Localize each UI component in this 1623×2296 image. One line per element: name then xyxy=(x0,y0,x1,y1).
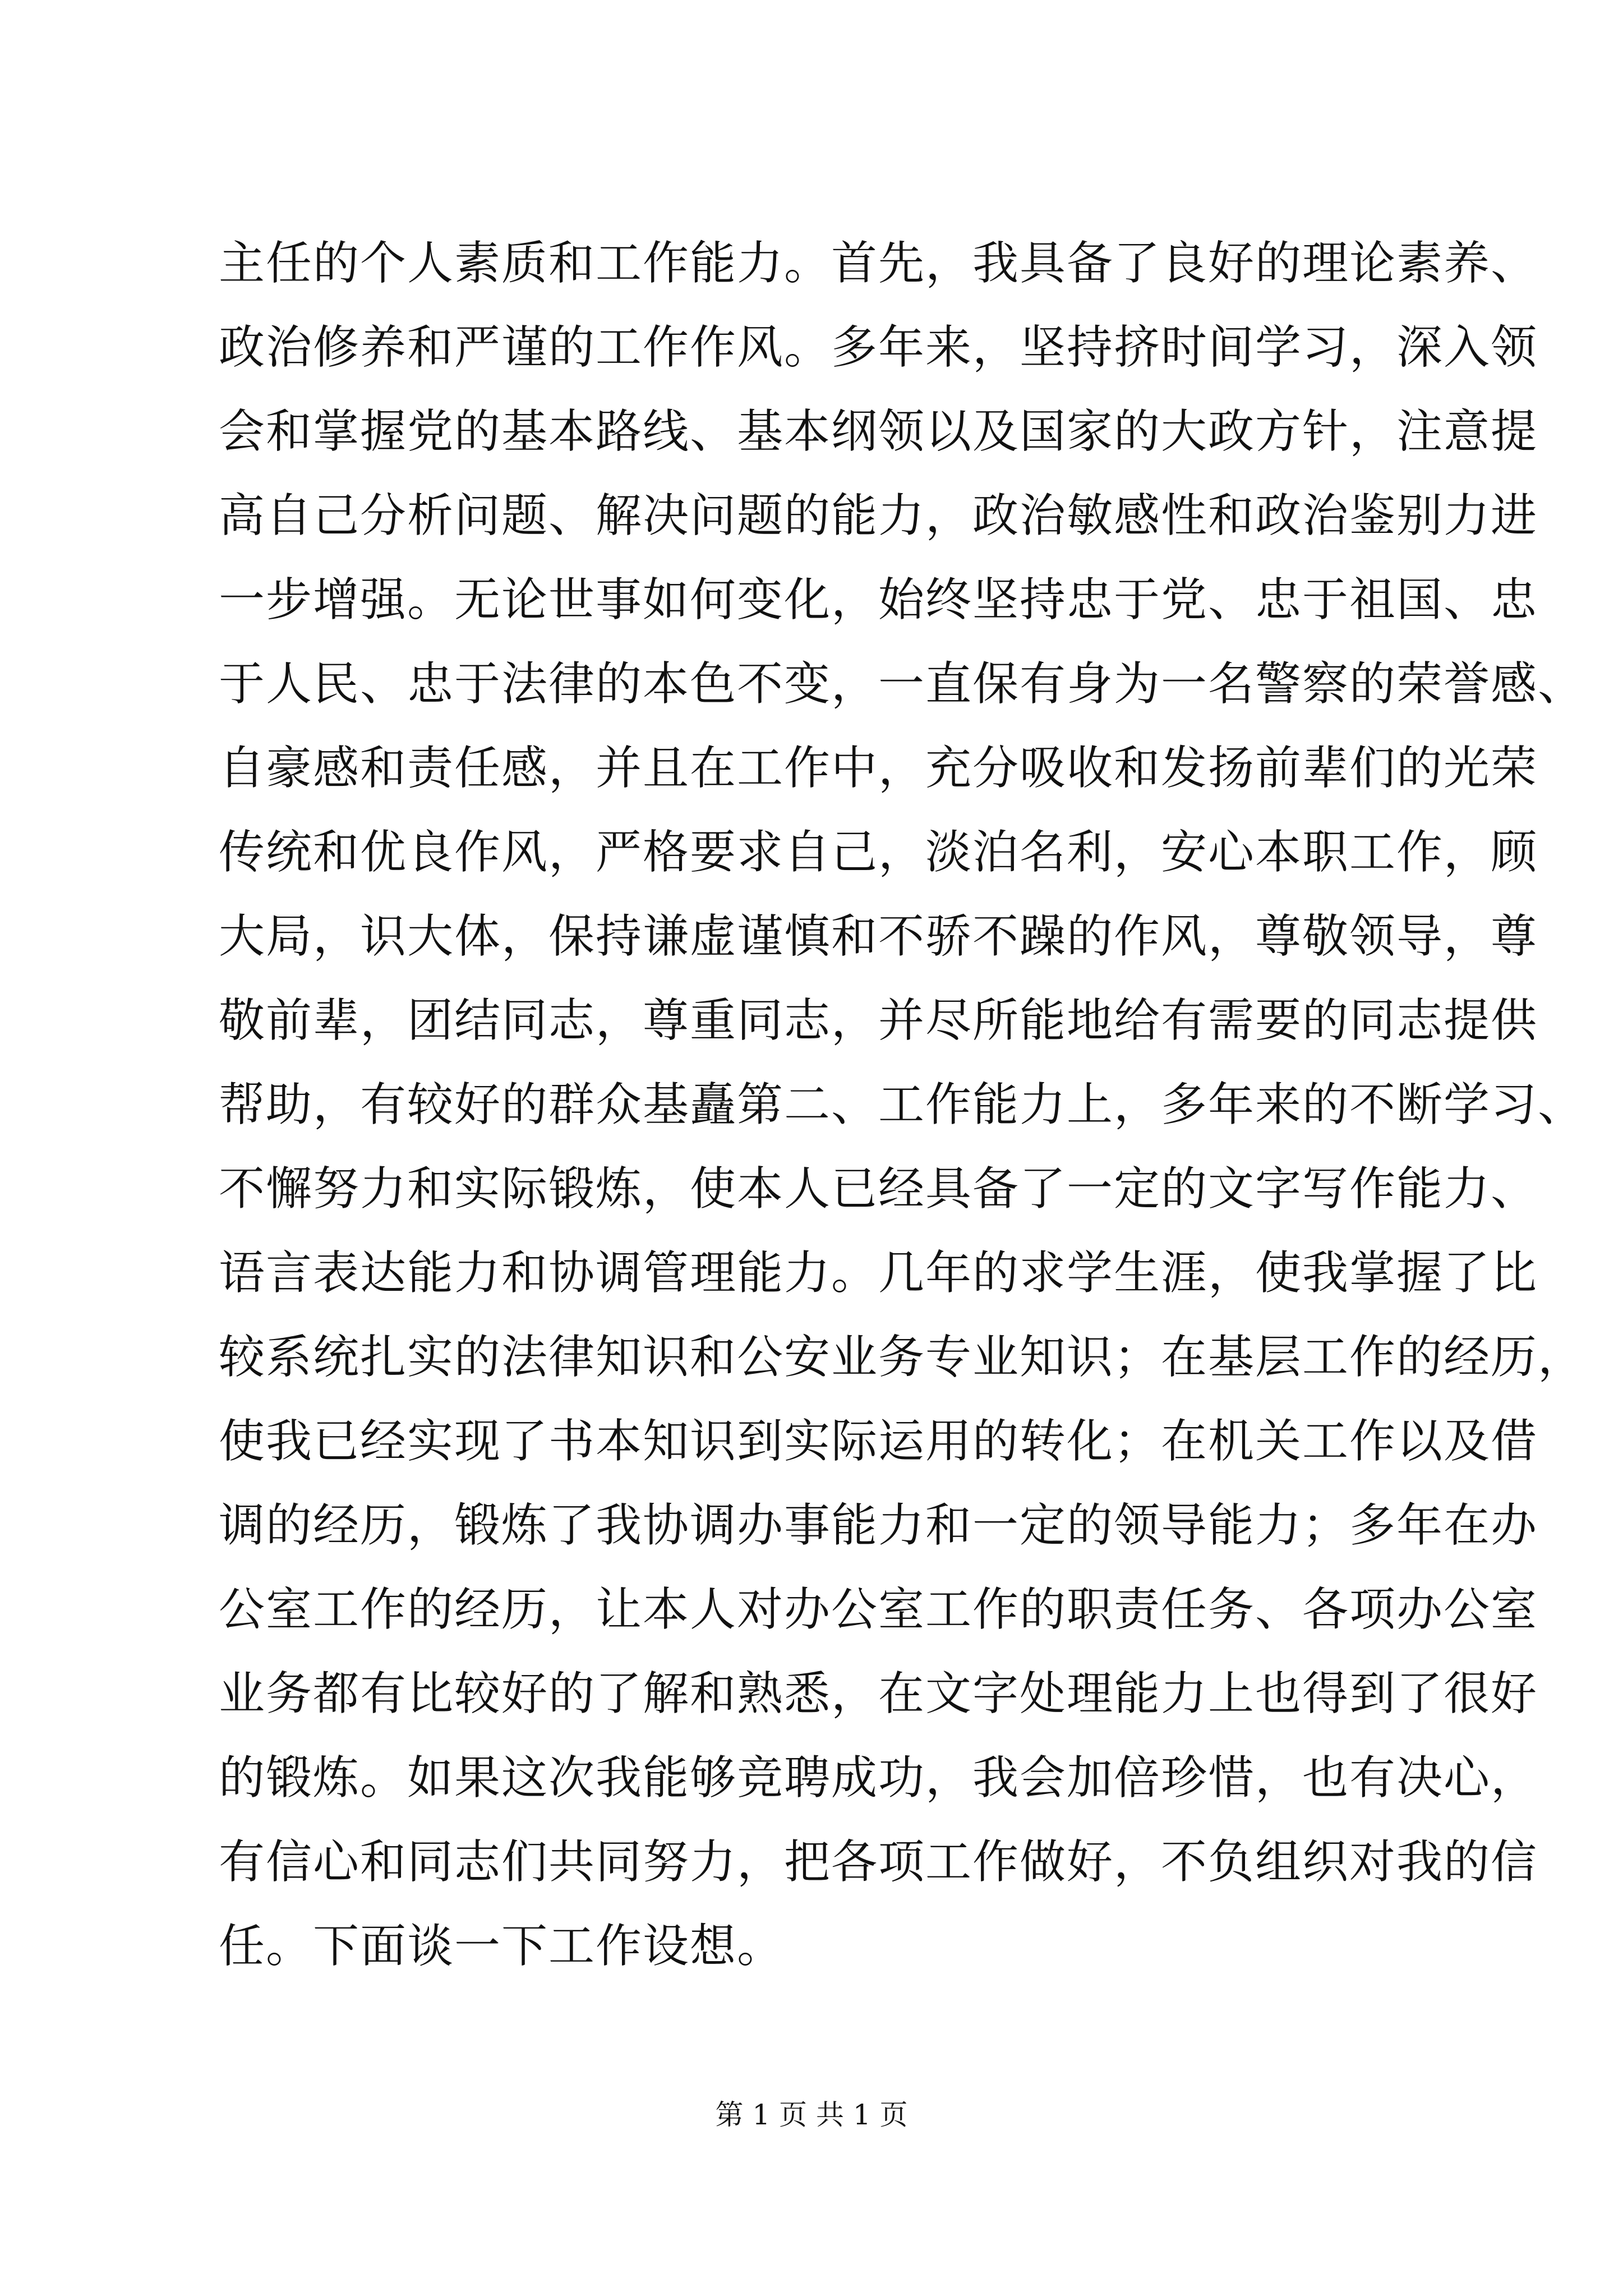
text-line-7: 自豪感和责任感，并且在工作中，充分吸收和发扬前辈们的光荣 xyxy=(219,742,1538,795)
text-line-17: 公室工作的经历，让本人对办公室工作的职责任务、各项办公室 xyxy=(219,1583,1538,1636)
text-line-10: 敬前辈，团结同志，尊重同志，并尽所能地给有需要的同志提供 xyxy=(219,994,1538,1047)
text-line-12: 不懈努力和实际锻炼，使本人已经具备了一定的文字写作能力、 xyxy=(219,1162,1538,1216)
body-text xyxy=(219,222,1585,1989)
text-line-14: 较系统扎实的法律知识和公安业务专业知识；在基层工作的经历， xyxy=(219,1331,1585,1384)
text-line-2: 政治修养和严谨的工作作风。多年来，坚持挤时间学习，深入领 xyxy=(219,321,1538,374)
text-line-20: 有信心和同志们共同努力，把各项工作做好，不负组织对我的信 xyxy=(219,1835,1538,1889)
text-line-19: 的锻炼。如果这次我能够竞聘成功，我会加倍珍惜，也有决心， xyxy=(219,1751,1538,1805)
text-line-21: 任。下面谈一下工作设想。 xyxy=(219,1920,785,1973)
text-line-18: 业务都有比较好的了解和熟悉，在文字处理能力上也得到了很好 xyxy=(219,1667,1538,1720)
text-line-6: 于人民、忠于法律的本色不变，一直保有身为一名警察的荣誉感、 xyxy=(219,657,1585,711)
text-line-3: 会和掌握党的基本路线、基本纲领以及国家的大政方针，注意提 xyxy=(219,405,1538,458)
page-footer xyxy=(0,2095,1623,2134)
text-line-8: 传统和优良作风，严格要求自己，淡泊名利，安心本职工作，顾 xyxy=(219,826,1538,879)
text-line-16: 调的经历，锻炼了我协调办事能力和一定的领导能力；多年在办 xyxy=(219,1499,1538,1552)
page-number-label: 第 1 页 共 1 页 xyxy=(715,2099,908,2131)
text-line-15: 使我已经实现了书本知识到实际运用的转化；在机关工作以及借 xyxy=(219,1415,1538,1468)
text-line-4: 高自己分析问题、解决问题的能力，政治敏感性和政治鉴别力进 xyxy=(219,489,1538,542)
text-line-5: 一步增强。无论世事如何变化，始终坚持忠于党、忠于祖国、忠 xyxy=(219,573,1538,627)
text-line-9: 大局，识大体，保持谦虚谨慎和不骄不躁的作风，尊敬领导，尊 xyxy=(219,910,1538,963)
text-line-1: 主任的个人素质和工作能力。首先，我具备了良好的理论素养、 xyxy=(219,237,1538,290)
text-line-13: 语言表达能力和协调管理能力。几年的求学生涯，使我掌握了比 xyxy=(219,1246,1538,1300)
text-line-11: 帮助，有较好的群众基矗第二、工作能力上，多年来的不断学习、 xyxy=(219,1078,1585,1131)
